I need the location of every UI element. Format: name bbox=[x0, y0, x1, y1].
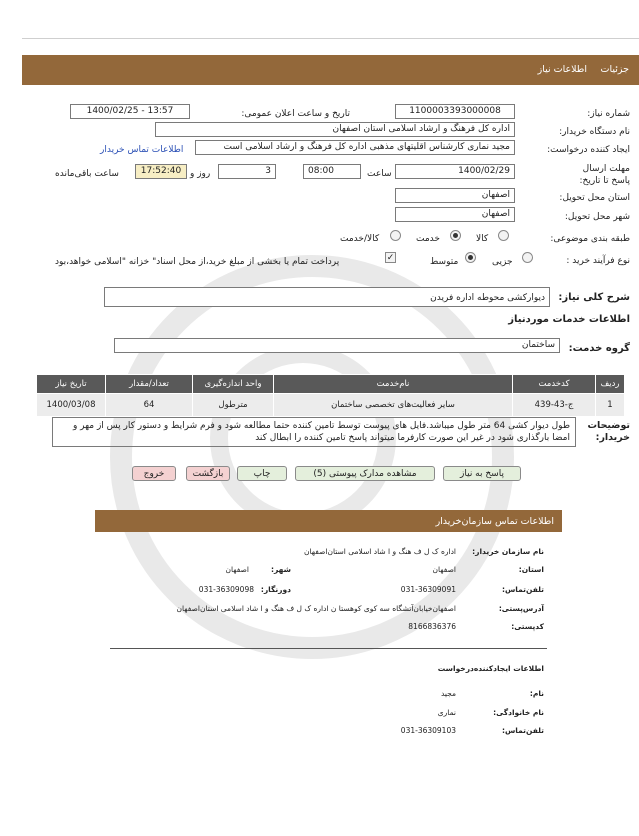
table-row bbox=[37, 394, 625, 417]
cell-row: 1 bbox=[596, 394, 625, 417]
contact-province-label: استان: bbox=[518, 565, 544, 574]
process-label: نوع فرآیند خرید : bbox=[566, 256, 630, 266]
contact-address-value: اصفهان‌خیابان‌آتشگاه سه کوی کوهستا ن اداره ک ل ف هنگ و ا شاد اسلامی استان‌اصفهان bbox=[176, 604, 456, 613]
deadline-date-field: 1400/02/29 bbox=[395, 164, 515, 179]
services-title: اطلاعات خدمات موردنیاز bbox=[508, 314, 630, 325]
table-header-row bbox=[37, 375, 625, 394]
contact-org-label: نام سازمان خریدار: bbox=[472, 547, 544, 556]
city-label: شهر محل تحویل: bbox=[564, 212, 630, 222]
col-row: ردیف bbox=[596, 375, 625, 394]
col-date: تاریخ نیاز bbox=[37, 375, 106, 394]
process-medium-radio[interactable] bbox=[465, 252, 476, 263]
contact-org-value: اداره ک ل ف هنگ و ا شاد اسلامی استان‌اصفهان bbox=[303, 547, 456, 556]
category-goods-service-radio[interactable] bbox=[390, 230, 401, 241]
requester-label: ایجاد کننده درخواست: bbox=[547, 145, 630, 155]
contact-section-header bbox=[95, 510, 562, 532]
category-label: طبقه بندی موضوعی: bbox=[550, 234, 630, 244]
province-field: اصفهان bbox=[395, 188, 515, 203]
description-field: دیوارکشی محوطه اداره فریدن bbox=[104, 287, 550, 307]
top-divider bbox=[22, 38, 639, 39]
buyer-org-field: اداره کل فرهنگ و ارشاد اسلامی استان اصفهان bbox=[155, 122, 515, 137]
contact-address-label: آدرس‌پستی: bbox=[498, 604, 544, 613]
cell-name: سایر فعالیت‌های تخصصی ساختمان bbox=[274, 394, 513, 417]
city-field: اصفهان bbox=[395, 207, 515, 222]
contact-divider bbox=[110, 648, 547, 649]
contact-phone-label: تلفن‌تماس: bbox=[501, 585, 544, 594]
process-minor-radio[interactable] bbox=[522, 252, 533, 263]
days-field: 3 bbox=[218, 164, 276, 179]
deadline-time-field: 08:00 bbox=[303, 164, 361, 179]
announce-date-label: تاریخ و ساعت اعلان عمومی: bbox=[241, 109, 350, 119]
cell-code: ج-43-439 bbox=[513, 394, 596, 417]
days-label: روز و bbox=[190, 169, 211, 179]
exit-button[interactable]: خروج bbox=[132, 466, 176, 481]
tab-details[interactable]: جزئیات bbox=[600, 64, 629, 75]
col-name: نام‌خدمت bbox=[274, 375, 513, 394]
buyer-org-label: نام دستگاه خریدار: bbox=[559, 127, 630, 137]
category-goods-service-label: کالا/خدمت bbox=[340, 234, 380, 244]
treasury-checkbox[interactable]: ✓ bbox=[386, 253, 395, 263]
buyer-notes-field: طول دیوار کشی 64 متر طول میباشد.فایل های پیوست توسط تامین کننده حتما مطالعه شود و فرم شرایط و دستور کار پس از مهر و امضا بارگذاری شود در غیر این صورت کارفرما میتواند پاسخ تامین کننده را ابطال کند bbox=[52, 417, 576, 447]
cell-qty: 64 bbox=[106, 394, 193, 417]
contact-province-value: اصفهان bbox=[432, 565, 456, 574]
creator-name-label: نام: bbox=[529, 689, 544, 698]
description-label: شرح کلی نیاز: bbox=[558, 292, 630, 303]
creator-title: اطلاعات ایجادکننده‌درخواست bbox=[437, 664, 544, 673]
process-medium-label: متوسط bbox=[430, 257, 459, 267]
need-number-field: 1100003393000008 bbox=[395, 104, 515, 119]
buyer-contact-link[interactable]: اطلاعات تماس خریدار bbox=[100, 145, 184, 155]
services-table-wrap bbox=[36, 374, 625, 417]
buyer-notes-label: توضیحات خریدار: bbox=[587, 420, 630, 443]
category-goods-label: کالا bbox=[476, 234, 489, 244]
contact-phone-value: 031-36309091 bbox=[400, 585, 456, 594]
creator-family-value: نماری bbox=[437, 708, 456, 717]
contact-city-value: اصفهان bbox=[225, 565, 249, 574]
province-label: استان محل تحویل: bbox=[559, 193, 630, 203]
deadline-label: مهلت ارسال پاسخ تا تاریخ: bbox=[579, 164, 630, 186]
remaining-time-field: 17:52:40 bbox=[135, 164, 187, 179]
back-button[interactable]: بازگشت bbox=[186, 466, 230, 481]
announce-date-field: 1400/02/25 - 13:57 bbox=[70, 104, 190, 119]
requester-field: مجید نماری کارشناس اقلیتهای مذهبی اداره کل فرهنگ و ارشاد اسلامی است bbox=[195, 140, 515, 155]
contact-fax-value: 031-36309098 bbox=[198, 585, 254, 594]
services-table bbox=[36, 374, 625, 417]
service-group-label: گروه خدمت: bbox=[568, 343, 630, 354]
process-minor-label: جزیی bbox=[492, 257, 513, 267]
need-number-label: شماره نیاز: bbox=[587, 109, 630, 119]
tab-need-info[interactable]: اطلاعات نیاز bbox=[537, 64, 587, 75]
contact-section-title: اطلاعات تماس سازمان‌خریدار bbox=[435, 516, 554, 527]
print-button[interactable]: چاپ bbox=[237, 466, 287, 481]
col-unit: واحد اندازه‌گیری bbox=[193, 375, 274, 394]
category-goods-radio[interactable] bbox=[498, 230, 509, 241]
category-service-radio[interactable] bbox=[450, 230, 461, 241]
contact-fax-label: دورنگار: bbox=[260, 585, 291, 594]
creator-name-value: مجید bbox=[440, 689, 456, 698]
col-qty: تعداد/مقدار bbox=[106, 375, 193, 394]
time-label: ساعت bbox=[367, 169, 392, 179]
cell-unit: مترطول bbox=[193, 394, 274, 417]
creator-phone-value: 031-36309103 bbox=[400, 726, 456, 735]
page-header bbox=[22, 55, 639, 85]
contact-postal-label: کدپستی: bbox=[511, 622, 544, 631]
payment-note: پرداخت تمام یا بخشی از مبلغ خرید،از محل اسناد" خزانه "اسلامی خواهد،بود bbox=[55, 257, 340, 267]
contact-city-label: شهر: bbox=[271, 565, 291, 574]
reply-button[interactable]: پاسخ به نیاز bbox=[443, 466, 521, 481]
category-service-label: خدمت bbox=[416, 234, 440, 244]
creator-family-label: نام خانوادگی: bbox=[493, 708, 544, 717]
contact-postal-value: 8166836376 bbox=[408, 622, 456, 631]
creator-phone-label: تلفن‌تماس: bbox=[501, 726, 544, 735]
service-group-field: ساختمان bbox=[114, 338, 560, 353]
attachments-button[interactable]: مشاهده مدارک پیوستی (5) bbox=[295, 466, 435, 481]
cell-date: 1400/03/08 bbox=[37, 394, 106, 417]
col-code: کدخدمت bbox=[513, 375, 596, 394]
remaining-label: ساعت باقی‌مانده bbox=[55, 169, 119, 179]
